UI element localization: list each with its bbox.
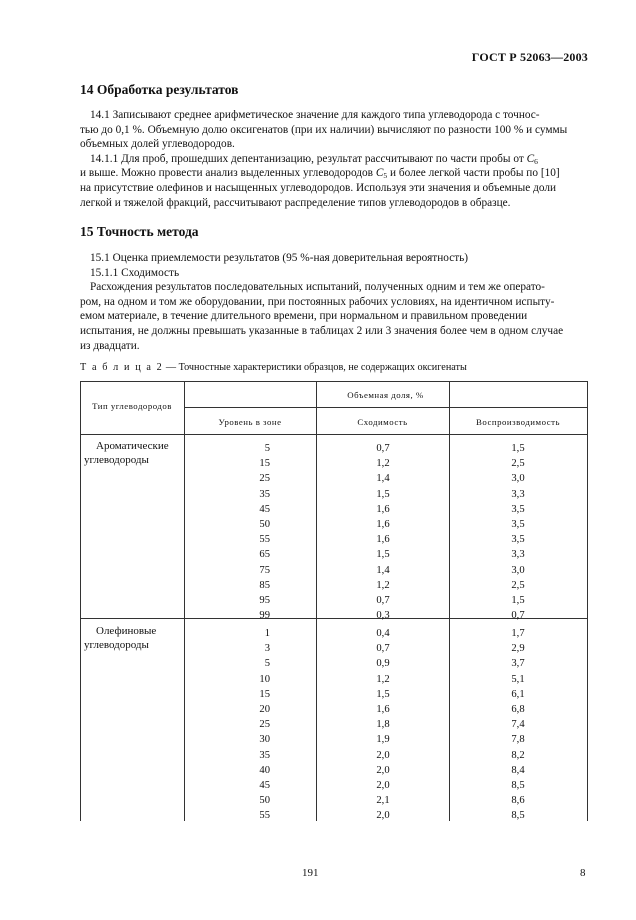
section-14-title: 14 Обработка результатов	[80, 82, 239, 97]
standard-code: ГОСТ Р 52063—2003	[471, 50, 588, 64]
table-cell: 45	[259, 503, 270, 515]
table-cell: 1,2	[376, 579, 390, 591]
table-cell: 15	[259, 458, 270, 470]
table-cell: 1,6	[376, 704, 390, 716]
table-cell: 5	[264, 658, 270, 670]
table-cell: 2,0	[376, 780, 390, 792]
col-header-reproducibility: Воспроизводимость	[476, 417, 560, 427]
p14-1-1-line-3: на присутствие олефинов и насыщенных углеводородов. Используя эти значения и объемные доли	[80, 182, 557, 194]
table-cell: 1,2	[376, 458, 390, 470]
table-cell: 1,6	[376, 503, 390, 515]
table-cell: 1,6	[376, 534, 390, 546]
table-col-divider-2	[316, 381, 317, 821]
p14-1-line-3: объемных долей углеводородов.	[80, 138, 235, 151]
p15-1-1: 15.1.1 Сходимость	[90, 266, 180, 279]
col-header-volume-fraction: Объемная доля, %	[347, 390, 424, 400]
c-symbol: C	[526, 152, 535, 165]
table-col-divider-3	[449, 381, 450, 821]
category-aromatic	[84, 440, 182, 468]
table-col-divider-1	[184, 381, 185, 821]
table-cell: 3,0	[511, 564, 525, 576]
table-cell: 0,4	[376, 628, 390, 639]
table-cell: 1,8	[376, 719, 390, 731]
table-cell: 1,5	[376, 688, 390, 700]
table-cell: 8,5	[511, 810, 525, 822]
table-cell: 20	[259, 704, 270, 716]
table-cell: 3,3	[511, 549, 525, 561]
table-cell: 2,0	[376, 764, 390, 776]
p14-1-1-line-4: легкой и тяжелой фракций, рассчитывают распределение типов углеводородов в образце.	[80, 196, 511, 209]
table-cell: 40	[259, 764, 270, 776]
table-cell: 50	[259, 519, 270, 531]
table-cell: 1,4	[376, 473, 390, 485]
table-cell: 3,0	[511, 473, 525, 485]
table-cell: 30	[259, 734, 270, 746]
table-cell: 25	[259, 473, 270, 485]
table-cell: 3,5	[511, 534, 525, 546]
p14-1-1-line-2	[80, 166, 560, 181]
c-subscript: 6	[534, 156, 538, 166]
table-cell: 1	[264, 628, 270, 639]
olefin-reproducibility	[503, 626, 533, 824]
table-cell: 99	[259, 610, 270, 622]
table-cell: 35	[259, 749, 270, 761]
table-cell: 55	[259, 534, 270, 546]
p15-1: 15.1 Оценка приемлемости результатов (95 %-ная доверительная вероятность)	[90, 252, 469, 264]
table-cell: 5	[264, 443, 270, 454]
table-cell: 75	[259, 564, 270, 576]
table-cell: 3,5	[511, 519, 525, 531]
p14-1-line-2: тью до 0,1 %. Объемную долю оксигенатов (при их наличии) вычисляют по разности 100 % и суммы	[80, 123, 568, 136]
c-symbol: C	[375, 167, 384, 180]
p14-1-1-text-a: 14.1.1 Для проб, прошедших депентанизацию, результат рассчитывают по части пробы от	[90, 152, 527, 165]
table-cell: 3,7	[511, 658, 525, 670]
table-left-border	[80, 381, 81, 821]
olefin-repeatability	[368, 626, 398, 824]
p15-line-5: из двадцати.	[80, 339, 140, 352]
table-cell: 1,5	[511, 595, 525, 607]
table-cell: 2,9	[511, 643, 525, 655]
table-cell: 1,5	[511, 443, 525, 454]
table-right-border	[587, 381, 588, 821]
aromatic-reproducibility	[503, 441, 533, 623]
table-cell: 2,5	[511, 458, 525, 470]
table-cell: 0,7	[376, 443, 390, 454]
col-header-level: Уровень в зоне	[218, 417, 282, 427]
table-cell: 5,1	[511, 673, 525, 685]
table-cell: 3	[264, 643, 270, 655]
p14-1-1-line-1	[90, 152, 538, 167]
p14-1-1-text-c: и более легкой части пробы по [10]	[387, 167, 560, 180]
p15-line-4: испытания, не должны превышать указанные в таблицах 2 или 3 значения более чем в одном случае	[80, 325, 564, 337]
table-cell: 6,1	[511, 688, 525, 700]
table-cell: 8,5	[511, 780, 525, 792]
table-cell: 0,9	[376, 658, 390, 670]
precision-table	[80, 381, 587, 821]
table-cell: 25	[259, 719, 270, 731]
table-cell: 0,3	[376, 610, 390, 622]
table-cell: 1,2	[376, 673, 390, 685]
category-name-line-1: Ароматические	[96, 440, 169, 452]
c-subscript: 5	[383, 171, 388, 181]
table-cell: 0,7	[376, 595, 390, 607]
category-olefin	[84, 625, 182, 653]
col-header-repeatability: Сходимость	[357, 417, 408, 427]
p15-line-3: емом материале, в течение длительного времени, при нормальном и правильном проведении	[80, 310, 528, 323]
p14-1-1-text-b: и выше. Можно провести анализ выделенных углеводородов	[80, 167, 376, 180]
aromatic-levels	[240, 441, 270, 623]
table-cell: 7,4	[511, 719, 525, 731]
table-cell: 8,4	[511, 764, 525, 776]
table-cell: 10	[259, 673, 270, 685]
table-cell: 50	[259, 795, 270, 807]
table-cell: 0,7	[376, 643, 390, 655]
page-number-center: 191	[302, 867, 319, 879]
p14-1-line-1: 14.1 Записывают среднее арифметическое значение для каждого типа углеводорода с точнос-	[90, 109, 540, 121]
table-cell: 1,7	[511, 628, 525, 639]
table-caption-text: — Точностные характеристики образцов, не содержащих оксигенаты	[163, 362, 467, 373]
table-cell: 3,3	[511, 488, 525, 500]
table-cell: 3,5	[511, 503, 525, 515]
table-cell: 85	[259, 579, 270, 591]
table-cell: 95	[259, 595, 270, 607]
table-cell: 55	[259, 810, 270, 822]
aromatic-repeatability	[368, 441, 398, 623]
table-cell: 1,5	[376, 549, 390, 561]
table-cell: 2,5	[511, 579, 525, 591]
table-caption-label: Т а б л и ц а 2	[80, 362, 164, 373]
table-header-bottom	[80, 434, 587, 435]
table-cell: 8,2	[511, 749, 525, 761]
table-cell: 1,4	[376, 564, 390, 576]
table-cell: 65	[259, 549, 270, 561]
table-group-divider	[184, 407, 587, 408]
table-cell: 35	[259, 488, 270, 500]
table-cell: 2,0	[376, 810, 390, 822]
table-cell: 45	[259, 780, 270, 792]
table-cell: 6,8	[511, 704, 525, 716]
olefin-levels	[240, 626, 270, 824]
page-number-right: 8	[580, 867, 586, 879]
category-name-line-2: углеводороды	[84, 638, 149, 651]
p15-line-2: ром, на одном и том же оборудовании, при постоянных рабочих условиях, на идентичном испыту-	[80, 295, 555, 308]
table-cell: 0,7	[511, 610, 525, 622]
section-15-title: 15 Точность метода	[80, 224, 199, 239]
table-cell: 2,0	[376, 749, 390, 761]
table-cell: 7,8	[511, 734, 525, 746]
col-header-type: Тип углеводородов	[92, 401, 172, 411]
table-caption	[80, 362, 467, 373]
table-cell: 1,9	[376, 734, 390, 746]
table-cell: 15	[259, 688, 270, 700]
table-top-border	[80, 381, 587, 382]
p15-line-1: Расхождения результатов последовательных испытаний, полученных одним и тем же операто-	[90, 281, 545, 294]
table-cell: 1,5	[376, 488, 390, 500]
category-name-line-2: углеводороды	[84, 453, 149, 466]
table-cell: 8,6	[511, 795, 525, 807]
table-cell: 2,1	[376, 795, 390, 807]
table-cell: 1,6	[376, 519, 390, 531]
category-name-line-1: Олефиновые	[96, 625, 157, 637]
